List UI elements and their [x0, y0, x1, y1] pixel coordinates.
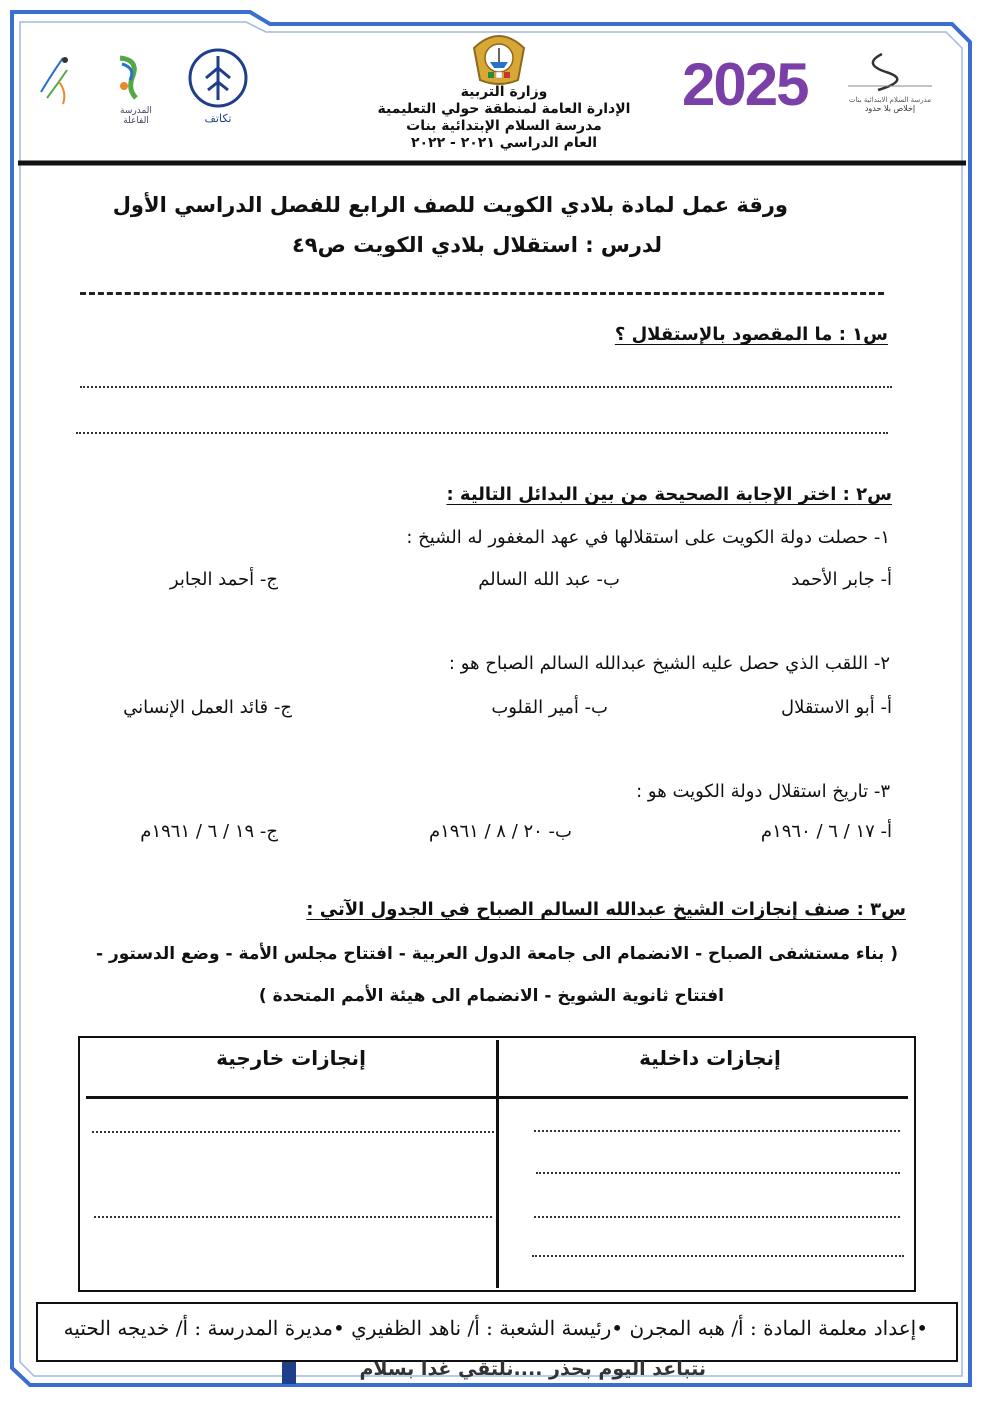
options-line-1: ( بناء مستشفى الصباح - الانضمام الى جامعة الدول العربية - افتتاح مجلس الأمة - وضع الدستور -: [95, 944, 898, 964]
mcq-2-choice-a[interactable]: أ- أبو الاستقلال: [781, 697, 892, 718]
vision-2025-text: 2025: [682, 51, 808, 118]
academic-year: العام الدراسي ٢٠٢١ - ٢٠٢٢: [410, 135, 598, 151]
mcq-3-choice-b[interactable]: ب- ٢٠ / ٨ / ١٩٦١م: [428, 821, 572, 842]
mcq-3-choice-c[interactable]: ج- ١٩ / ٦ / ١٩٦١م: [140, 821, 278, 842]
table-header-divider: [86, 1096, 908, 1099]
ministry-name: وزارة التربية: [460, 84, 548, 100]
quality-logo-text: المدرسة الفاعلة: [120, 106, 152, 126]
external-answer-line-2[interactable]: [94, 1216, 492, 1218]
question-3-label: س٣ : صنف إنجازات الشيخ عبدالله السالم الصباح في الجدول الآتي :: [306, 899, 906, 920]
answer-line-1[interactable]: [80, 386, 892, 388]
takatuf-logo: [186, 48, 250, 124]
title-divider: [80, 292, 884, 295]
mcq-1-choice-c[interactable]: ج- أحمد الجابر: [169, 569, 278, 590]
internal-answer-line-3[interactable]: [534, 1216, 900, 1218]
mcq-1-stem: ١- حصلت دولة الكويت على استقلالها في عهد المغفور له الشيخ :: [406, 527, 890, 548]
mcq-2-choice-c[interactable]: ج- قائد العمل الإنساني: [123, 697, 292, 718]
options-line-2: افتتاح ثانوية الشويخ - الانضمام الى هيئة الأمم المتحدة ): [258, 986, 724, 1006]
internal-answer-line-2[interactable]: [536, 1172, 900, 1174]
column-internal-header: إنجازات داخلية: [639, 1046, 781, 1070]
directorate-name: الإدارة العامة لمنطقة حولي التعليمية: [377, 101, 631, 117]
mcq-3-stem: ٣- تاريخ استقلال دولة الكويت هو :: [636, 781, 890, 802]
mcq-1-choice-b[interactable]: ب- عبد الله السالم: [478, 569, 620, 590]
worksheet-title: ورقة عمل لمادة بلادي الكويت للصف الرابع للفصل الدراسي الأول: [112, 193, 788, 217]
school-logo-name: مدرسة السلام الابتدائية بنات: [848, 96, 932, 104]
school-logo-slogan: إخلاص بلا حدود: [864, 104, 916, 113]
ministry-header: [372, 84, 636, 152]
internal-answer-line-4[interactable]: [532, 1255, 904, 1257]
vision-2025-logo: [682, 50, 808, 120]
school-logo: [842, 50, 938, 126]
kuwait-emblem-icon: [466, 28, 532, 88]
question-2-label: س٢ : اختر الإجابة الصحيحة من بين البدائل التالية :: [446, 484, 892, 505]
quality-logo: [110, 50, 162, 126]
runner-logo: [33, 52, 75, 108]
mcq-2-choice-b[interactable]: ب- أمير القلوب: [491, 697, 608, 718]
mcq-2-stem: ٢- اللقب الذي حصل عليه الشيخ عبدالله السالم الصباح هو :: [448, 653, 890, 674]
mcq-3-choice-a[interactable]: أ- ١٧ / ٦ / ١٩٦٠م: [760, 821, 892, 842]
motto-marker: [282, 1362, 296, 1384]
lesson-title: لدرس : استقلال بلادي الكويت ص٤٩: [291, 233, 662, 257]
column-external-header: إنجازات خارجية: [216, 1046, 366, 1070]
credits-text: •إعداد معلمة المادة : أ/ هبه المجرن •رئيسة الشعبة : أ/ ناهد الظفيري •مديرة المدرسة : أ/ خديجه الحتيه: [63, 1316, 928, 1340]
table-column-divider: [496, 1040, 499, 1288]
motto-text: نتباعد اليوم بحذر ....نلتقي غدا بسلام: [359, 1358, 706, 1380]
answer-line-2[interactable]: [76, 432, 888, 434]
question-1-label: س١ : ما المقصود بالإستقلال ؟: [614, 324, 888, 345]
mcq-1-choice-a[interactable]: أ- جابر الأحمد: [791, 569, 892, 590]
external-answer-line-1[interactable]: [92, 1131, 494, 1133]
school-name: مدرسة السلام الإبتدائية بنات: [406, 118, 602, 134]
takatuf-logo-text: تكاتف: [204, 112, 232, 125]
internal-answer-line-1[interactable]: [534, 1130, 900, 1132]
